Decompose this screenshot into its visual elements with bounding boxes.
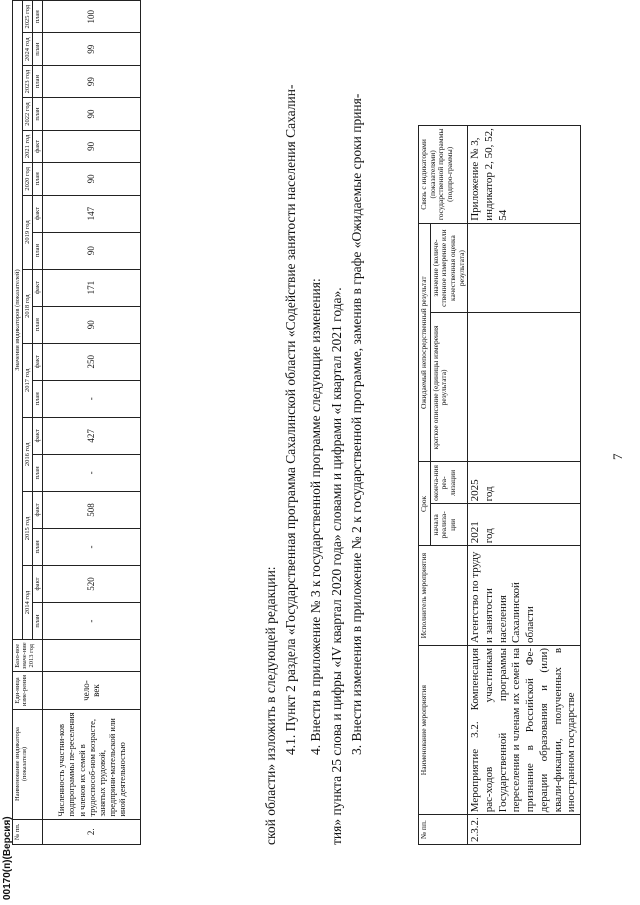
t2-cell: 147 [43, 195, 141, 232]
row-end: 2025 год [468, 462, 581, 504]
t2-row-base [43, 640, 141, 672]
row-start: 2021 год [468, 504, 581, 546]
t2-fact: факт [33, 130, 43, 162]
t2-year: 2022 год [23, 98, 33, 130]
row-name: Мероприятие 3.2. Компенсация рас-ходов участникам Государственной программы переселения и членам их семей на признание в Российской Фе-дерации образования и (или) квали-фикации, полученных в иностранном государстве [468, 645, 581, 814]
t2-cell: - [43, 528, 141, 565]
t2-plan: план [33, 454, 43, 491]
t2-cell: 90 [43, 163, 141, 195]
t2-fact: факт [33, 566, 43, 603]
row-num: 2.3.2. [468, 815, 581, 845]
t2-year: 2025 год [23, 1, 33, 34]
paragraph-4: 4. Внести в приложение № 3 к государственной программе следующие изменения: [308, 278, 323, 755]
t2-plan: план [33, 163, 43, 195]
t2-plan: план [33, 528, 43, 565]
t2-year: 2024 год [23, 33, 33, 65]
t2-plan: план [33, 232, 43, 269]
t2-plan: план [33, 603, 43, 640]
row-short [468, 313, 581, 462]
paragraph-4-1: 4.1. Пункт 2 раздела «Государственная программа Сахалинской области «Содействие занятости населения Сахалин- [283, 84, 298, 755]
t2-cell: - [43, 454, 141, 491]
t2-year: 2020 год [23, 163, 33, 195]
t2-year: 2016 год [23, 417, 33, 491]
t2-year: 2023 год [23, 65, 33, 97]
row-value [468, 223, 581, 313]
t2-year: 2017 год [23, 343, 33, 417]
t2-cell: 171 [43, 269, 141, 306]
t2-cell: 100 [43, 1, 141, 34]
t2-row-name: Численность участни-ков подпрограммы пе-реселения и членов их семей в трудоспособ-ном возрасте, занятых трудовой, предприни-мательской или иной деятельностью [43, 709, 141, 819]
header-result: Ожидаемый непосредственный результат [419, 223, 431, 462]
row-link: Приложение № 3, индикатор 2, 50, 52, 54 [468, 126, 581, 224]
paragraph-3-cont: тия» пункта 25 слова и цифры «IV квартал 2020 года» словами и цифрами «I квартал 2021 года». [329, 287, 344, 845]
t2-fact: факт [33, 491, 43, 528]
t2-cell: - [43, 380, 141, 417]
t2-cell: - [43, 603, 141, 640]
t2-plan: план [33, 1, 43, 34]
t2-plan: план [33, 306, 43, 343]
header-link: Связь с индикаторами (показателями) государственной программы (подпро-граммы) [419, 126, 468, 224]
t2-row-unit: чело-век [43, 672, 141, 709]
header-term: Срок [419, 462, 431, 546]
paragraph-4-1-cont: ской области» изложить в следующей редакции: [263, 566, 278, 845]
t2-cell: 90 [43, 130, 141, 162]
header-result-short: краткое описание (единицы измерения результата) [430, 313, 468, 462]
indicators-table [12, 0, 141, 845]
t2-cell: 427 [43, 417, 141, 454]
page-number: 7 [610, 453, 625, 460]
header-term-end: оконча-ния реа-лизации [430, 462, 468, 504]
t2-cell: 90 [43, 306, 141, 343]
t2-cell: 250 [43, 343, 141, 380]
t2-cell: 99 [43, 33, 141, 65]
header-num: № пп. [419, 815, 468, 845]
header-term-start: начала реализа-ции [430, 504, 468, 546]
t2-plan: план [33, 98, 43, 130]
t2-fact: факт [33, 417, 43, 454]
header-name: Наименование мероприятия [419, 645, 468, 814]
header-result-value: значение (количе-ственное измерение или качественная оценка результата) [430, 223, 468, 313]
t2-row-num: 2. [43, 819, 141, 844]
paragraph-3: 3. Внести изменения в приложение № 2 к государственной программе, заменив в графе «Ожидаемые сроки приня- [349, 93, 364, 755]
t2-cell: 99 [43, 65, 141, 97]
t2-plan: план [33, 380, 43, 417]
t2-header-values: Значения индикаторов (показателей) [13, 1, 23, 640]
header-executor: Исполнитель мероприятия [419, 546, 468, 646]
t2-cell: 508 [43, 491, 141, 528]
t2-header-unit: Еди-ница изме-рения [13, 672, 43, 709]
t2-year: 2021 год [23, 130, 33, 162]
t2-cell: 520 [43, 566, 141, 603]
t2-fact: факт [33, 343, 43, 380]
t2-plan: план [33, 33, 43, 65]
t2-header-num: № пп. [13, 819, 43, 844]
t2-fact: факт [33, 269, 43, 306]
t2-header-name: Наименование индикатора (показателя) [13, 709, 43, 819]
t2-year: 2018 год [23, 269, 33, 343]
t2-fact: факт [33, 195, 43, 232]
row-executor: Агентство по труду и занятости населения Сахалинской области [468, 546, 581, 646]
t2-header-base: Базо-вое значе-ние 2013 год [13, 640, 43, 672]
t2-year: 2019 год [23, 195, 33, 269]
measures-table [418, 125, 581, 845]
t2-plan: план [33, 65, 43, 97]
footer-code: 00170(п)(Версия) [2, 816, 13, 900]
t2-cell: 90 [43, 98, 141, 130]
t2-cell: 90 [43, 232, 141, 269]
t2-year: 2015 год [23, 491, 33, 565]
t2-year: 2014 год [23, 566, 33, 640]
